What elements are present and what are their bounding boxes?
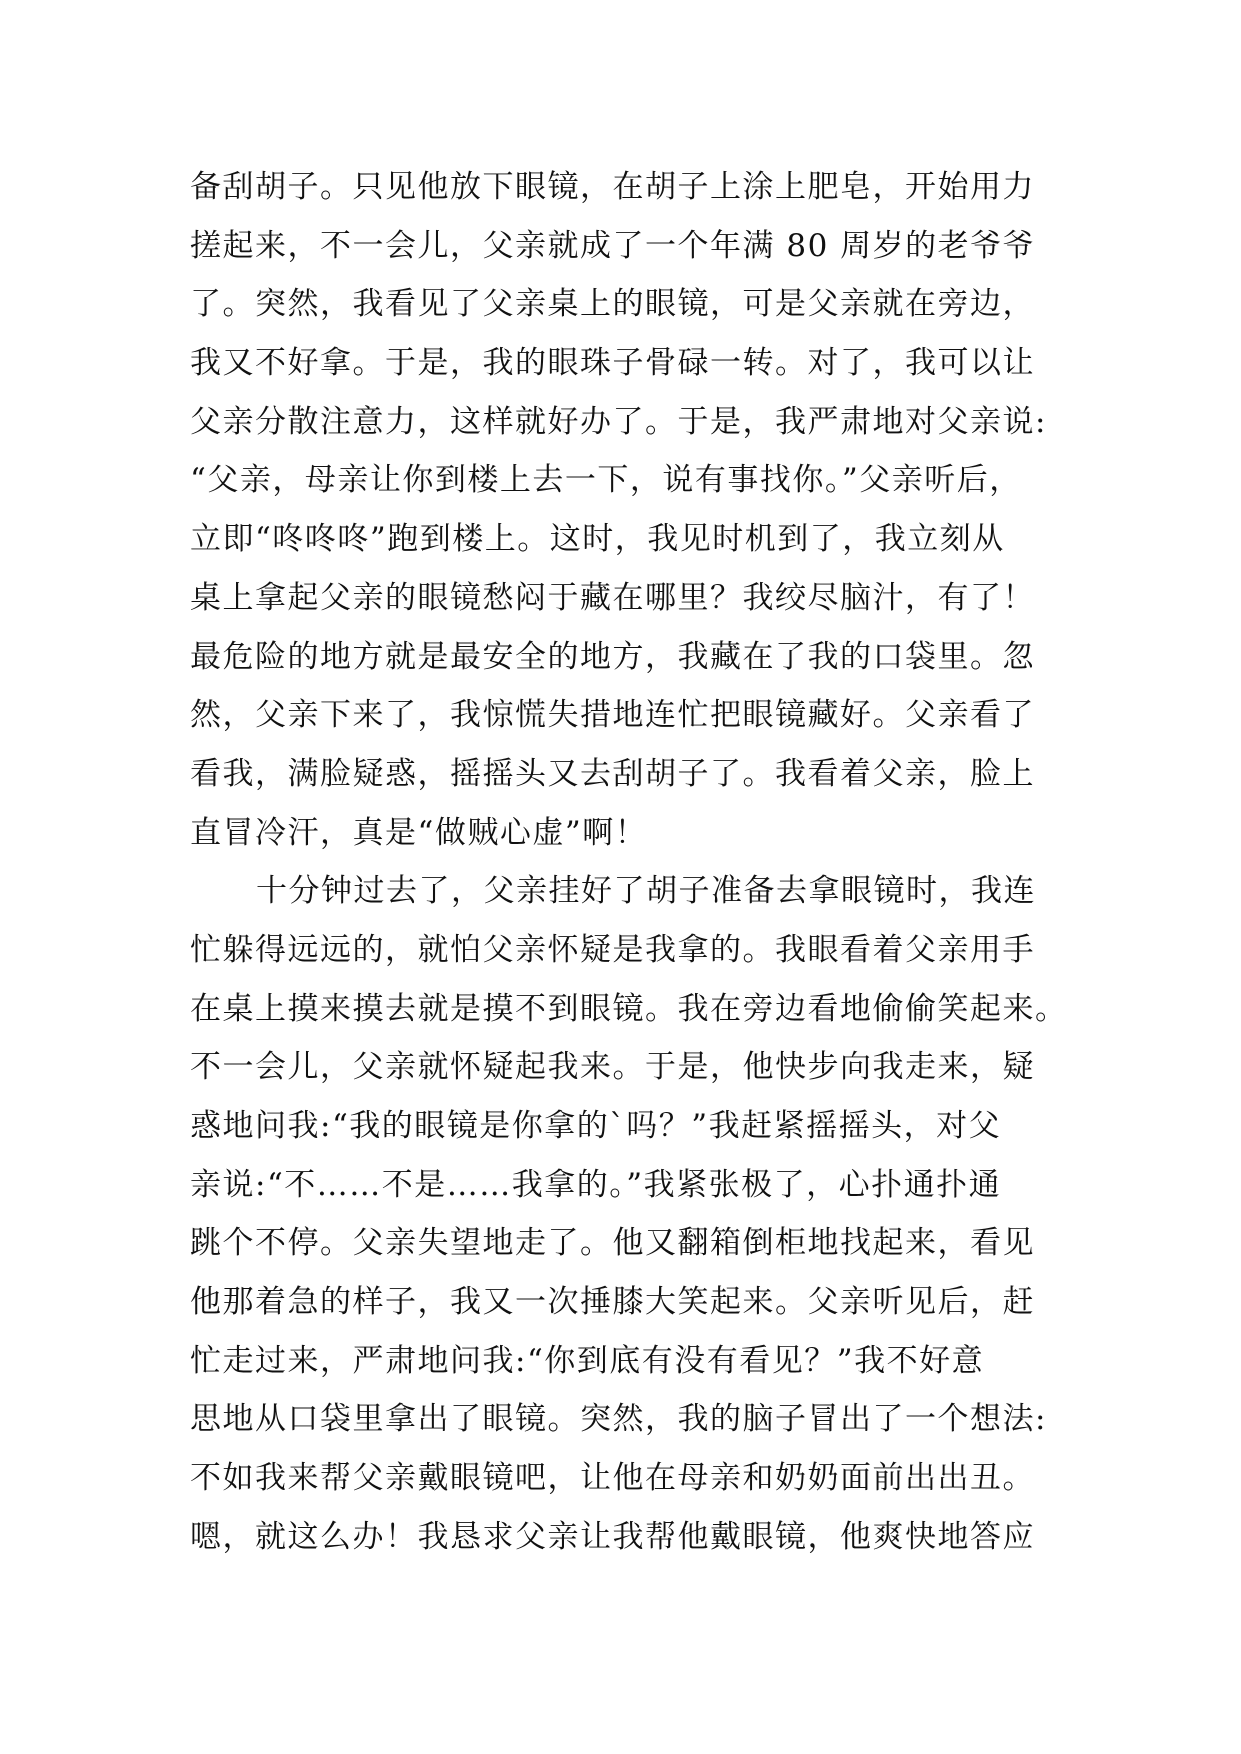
text-line: 在桌上摸来摸去就是摸不到眼镜。我在旁边看地偷偷笑起来。 [190, 990, 1068, 1027]
text-line: 跳个不停。父亲失望地走了。他又翻箱倒柜地找起来，看见 [190, 1225, 1035, 1262]
paragraph-start-line: 十分钟过去了，父亲挂好了胡子准备去拿眼镜时，我连 [256, 873, 1036, 910]
text-line: 他那着急的样子，我又一次捶膝大笑起来。父亲听见后，赶 [190, 1284, 1035, 1321]
text-line: 备刮胡子。只见他放下眼镜，在胡子上涂上肥皂，开始用力 [190, 169, 1035, 205]
text-line: 忙躲得远远的，就怕父亲怀疑是我拿的。我眼看着父亲用手 [190, 931, 1035, 968]
text-line: “父亲，母亲让你到楼上去一下，说有事找你。”父亲听后， [190, 462, 1022, 499]
text-line: 立即“咚咚咚”跑到楼上。这时，我见时机到了，我立刻从 [190, 521, 1005, 558]
text-line: 最危险的地方就是最安全的地方，我藏在了我的口袋里。忽 [190, 638, 1035, 675]
text-line: 桌上拿起父亲的眼镜愁闷于藏在哪里？我绞尽脑汁，有了！ [190, 579, 1035, 616]
text-line: 直冒冷汗，真是“做贼心虚”啊！ [190, 814, 648, 851]
text-line: 看我，满脸疑惑，摇摇头又去刮胡子了。我看着父亲，脸上 [190, 755, 1035, 792]
text-line: 惑地问我:“我的眼镜是你拿的`吗？”我赶紧摇摇头，对父 [190, 1108, 1002, 1144]
text-line: 不如我来帮父亲戴眼镜吧，让他在母亲和奶奶面前出出丑。 [190, 1460, 1035, 1497]
text-line: 然，父亲下来了，我惊慌失措地连忙把眼镜藏好。父亲看了 [190, 697, 1035, 734]
text-line: 亲说:“不……不是……我拿的。”我紧张极了，心扑通扑通 [190, 1166, 1002, 1203]
text-line: 思地从口袋里拿出了眼镜。突然，我的脑子冒出了一个想法: [190, 1401, 1047, 1438]
text-line: 嗯，就这么办！我恳求父亲让我帮他戴眼镜，他爽快地答应 [190, 1518, 1035, 1555]
text-line: 了。突然，我看见了父亲桌上的眼镜，可是父亲就在旁边， [190, 286, 1035, 323]
text-line: 我又不好拿。于是，我的眼珠子骨碌一转。对了，我可以让 [190, 345, 1035, 382]
text-line: 搓起来，不一会儿，父亲就成了一个年满 80 周岁的老爷爷 [190, 227, 1036, 264]
body-text [190, 158, 1070, 1567]
text-line: 父亲分散注意力，这样就好办了。于是，我严肃地对父亲说: [190, 403, 1047, 440]
text-line: 不一会儿，父亲就怀疑起我来。于是，他快步向我走来，疑 [190, 1049, 1035, 1086]
text-line: 忙走过来，严肃地问我:“你到底有没有看见？”我不好意 [190, 1342, 985, 1379]
